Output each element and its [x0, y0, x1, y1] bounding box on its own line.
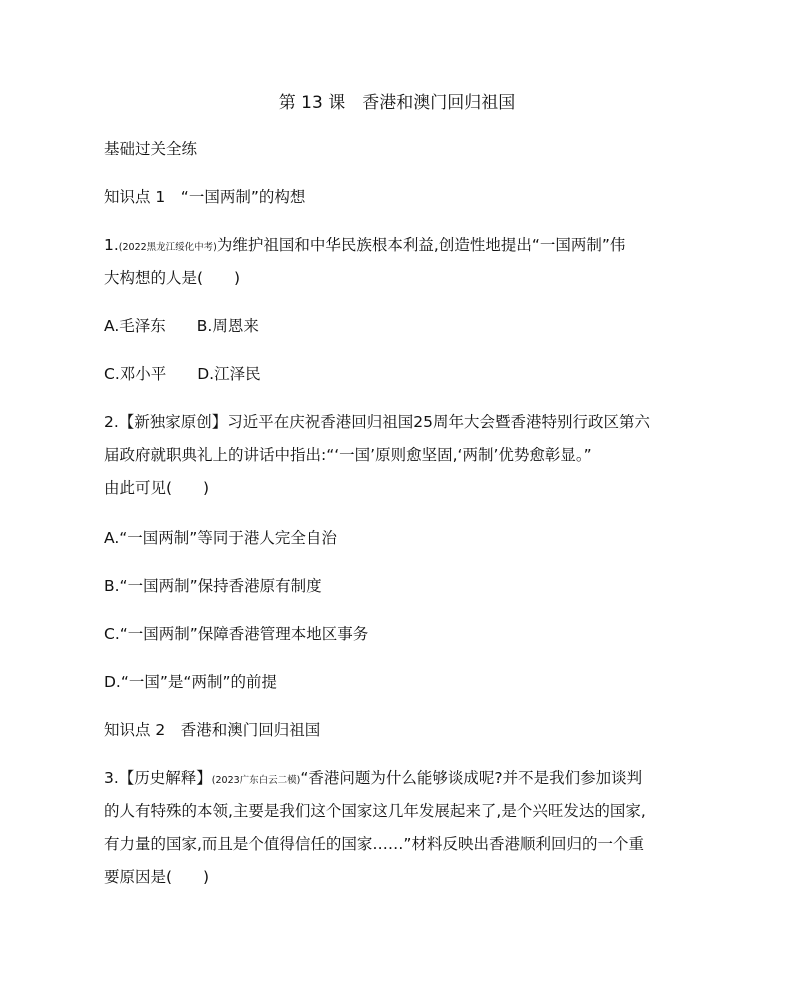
question-1-text: 为维护祖国和中华民族根本利益,创造性地提出“一国两制”伟 [216, 236, 626, 254]
question-1-line-1 [104, 235, 625, 258]
question-3-text: “香港问题为什么能够谈成呢?并不是我们参加谈判 [300, 769, 643, 787]
question-3-line-4: 要原因是( ) [104, 868, 210, 886]
question-2-line-3: 由此可见( ) [104, 479, 210, 497]
knowledge-point-2-heading: 知识点 2 香港和澳门回归祖国 [104, 721, 321, 739]
question-3-line-2: 的人有特殊的本领,主要是我们这个国家这几年发展起来了,是个兴旺发达的国家, [104, 802, 646, 820]
knowledge-point-1-heading: 知识点 1 “一国两制”的构想 [104, 188, 306, 206]
question-2-line-1: 2.【新独家原创】习近平在庆祝香港回归祖国25周年大会暨香港特别行政区第六 [104, 413, 651, 431]
question-3-line-1 [104, 768, 642, 791]
section-heading: 基础过关全练 [104, 140, 198, 158]
question-2-line-2: 届政府就职典礼上的讲话中指出:“‘一国’原则愈坚固,‘两制’优势愈彰显。” [104, 446, 592, 464]
question-2-option-a: A.“一国两制”等同于港人完全自治 [104, 529, 337, 547]
question-2-option-b: B.“一国两制”保持香港原有制度 [104, 577, 322, 595]
question-2-option-c: C.“一国两制”保障香港管理本地区事务 [104, 625, 369, 643]
question-3-head: 3.【历史解释】 [104, 769, 212, 787]
question-3-line-3: 有力量的国家,而且是个值得信任的国家……”材料反映出香港顺利回归的一个重 [104, 835, 644, 853]
question-2-option-d: D.“一国”是“两制”的前提 [104, 673, 277, 691]
question-1-number: 1. [104, 236, 119, 254]
question-1-line-2: 大构想的人是( ) [104, 269, 241, 287]
question-1-source: (2022黑龙江绥化中考) [118, 242, 217, 253]
page-title: 第 13 课 香港和澳门回归祖国 [278, 93, 516, 113]
question-1-options-ab: A.毛泽东 B.周恩来 [104, 317, 259, 335]
question-3-source: (2023广东白云二模) [211, 775, 301, 786]
question-1-options-cd: C.邓小平 D.江泽民 [104, 365, 261, 383]
